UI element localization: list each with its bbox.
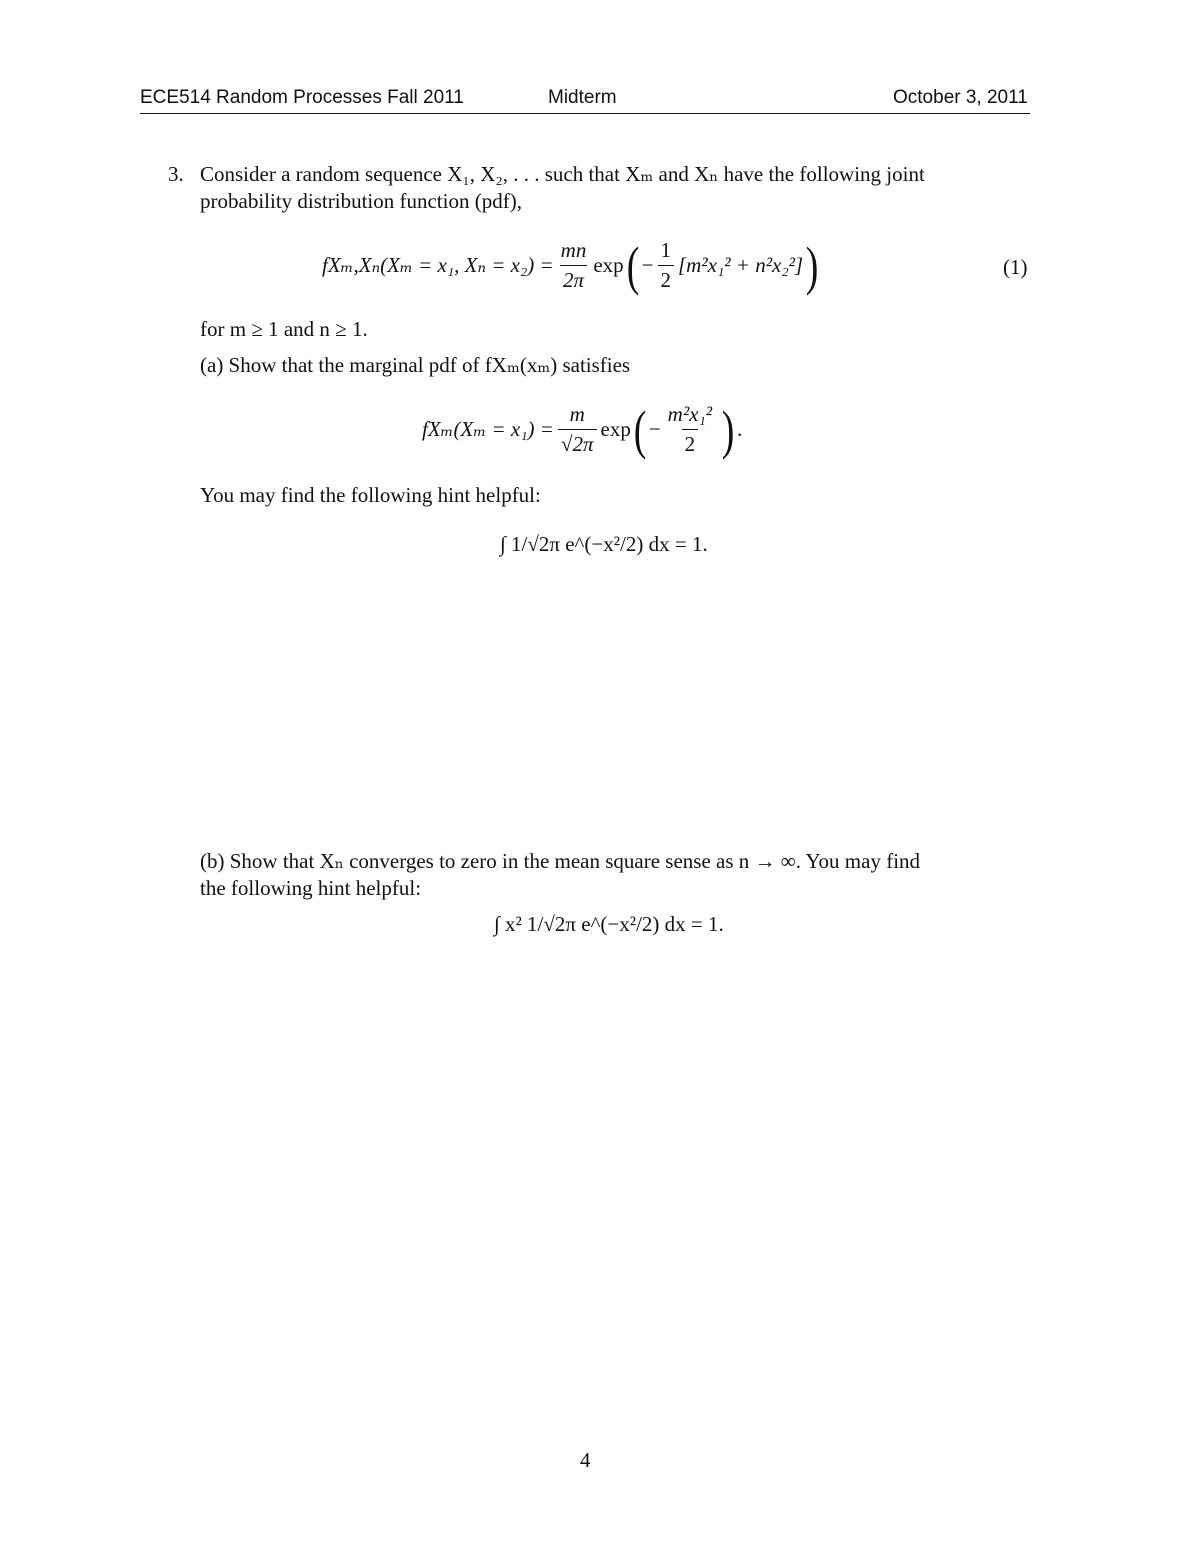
problem-intro-line2: probability distribution function (pdf),: [200, 189, 522, 213]
eq2-left-paren: (: [633, 399, 647, 460]
eq1-inner-num: 1: [660, 238, 671, 262]
eq2-exp: exp: [600, 417, 631, 441]
header-date: October 3, 2011: [893, 87, 1028, 108]
eq1-inner-fraction: [658, 238, 675, 293]
part-b-line1: (b) Show that Xₙ converges to zero in the mean square sense as n → ∞. You may find: [200, 849, 921, 873]
eq1-exp: exp: [593, 253, 624, 277]
page-number: 4: [580, 1448, 591, 1472]
eq2-inner-fraction: [665, 402, 715, 457]
eq2-period: .: [737, 417, 743, 441]
eq1-lhs: fXₘ,Xₙ(Xₘ = x₁, Xₙ = x₂) =: [322, 253, 554, 277]
eq2-lhs: fXₘ(Xₘ = x₁) =: [422, 417, 554, 441]
eq2-right-paren: ): [721, 399, 735, 460]
equation-2: [422, 399, 743, 460]
eq1-bracket: [m²x₁² + n²x₂²]: [678, 253, 804, 277]
problem-intro-line1: Consider a random sequence X₁, X₂, . . . such that Xₘ and Xₙ have the following joint: [200, 162, 925, 186]
eq2-inner-num: m²x₁²: [667, 402, 713, 426]
problem-number: 3.: [168, 162, 184, 186]
eq1-minus: −: [641, 253, 654, 277]
eq1-frac-den: 2π: [560, 265, 587, 293]
part-b-line2: the following hint helpful:: [200, 876, 422, 900]
eq2-minus: −: [648, 417, 661, 441]
equation-1: [322, 235, 821, 296]
header-course: ECE514 Random Processes Fall 2011: [140, 87, 464, 108]
header-exam: Midterm: [548, 87, 617, 108]
hint-b-formula: ∫ x² 1/√2π e^(−x²/2) dx = 1.: [494, 912, 724, 936]
eq2-inner-den: 2: [682, 429, 699, 457]
part-a-text: (a) Show that the marginal pdf of fXₘ(xₘ) satisfies: [200, 353, 631, 377]
hint-a-formula: ∫ 1/√2π e^(−x²/2) dx = 1.: [500, 532, 708, 556]
hint-a-text: You may find the following hint helpful:: [200, 483, 541, 507]
eq1-frac-num: mn: [560, 238, 587, 262]
eq1-left-paren: (: [626, 235, 639, 296]
eq1-inner-den: 2: [658, 265, 675, 293]
header-rule: [140, 113, 1030, 114]
eq2-frac-num: m: [569, 402, 585, 426]
eq1-right-paren: ): [805, 235, 819, 296]
condition-text: for m ≥ 1 and n ≥ 1.: [200, 317, 368, 341]
equation-1-label: (1): [1003, 255, 1028, 279]
eq1-fraction: [558, 238, 590, 293]
eq2-fraction: [558, 402, 597, 457]
eq2-frac-den: √2π: [558, 429, 597, 457]
